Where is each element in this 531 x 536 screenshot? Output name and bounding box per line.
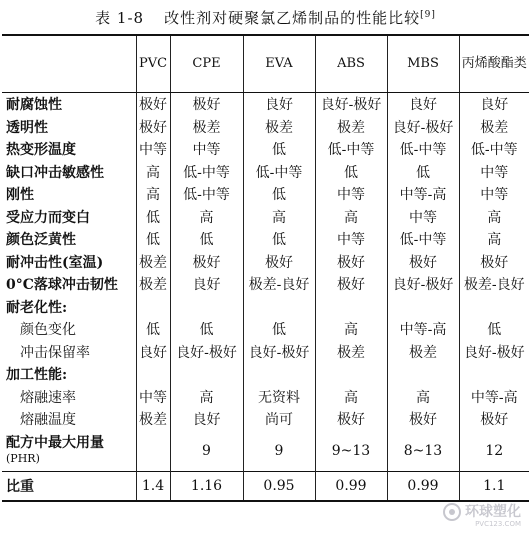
table-cell (243, 296, 315, 319)
table-cell: 高 (136, 183, 170, 206)
table-cell: 极好 (243, 251, 315, 274)
table-cell: 低 (243, 183, 315, 206)
table-cell: 中等 (459, 183, 529, 206)
table-cell: 高 (170, 206, 243, 229)
row-label: 耐老化性: (6, 299, 68, 316)
table-cell (243, 363, 315, 386)
header-cpe: CPE (170, 35, 243, 93)
table-row (2, 471, 529, 501)
table-cell: 0.99 (387, 471, 459, 501)
table-cell: 良好-极好 (243, 341, 315, 364)
header-row (2, 35, 529, 93)
table-cell: 1.4 (136, 471, 170, 501)
table-cell: 极差-良好 (243, 273, 315, 296)
table-cell (170, 296, 243, 319)
row-label: 耐腐蚀性 (6, 97, 62, 114)
table-cell: 高 (315, 386, 387, 409)
table-cell (459, 296, 529, 319)
table-cell: 尚可 (243, 408, 315, 431)
table-cell: 9 (243, 431, 315, 472)
table-cell: 高 (459, 206, 529, 229)
table-cell: 中等-高 (459, 386, 529, 409)
row-label: 受应力而变白 (6, 209, 90, 226)
row-label: 颜色泛黄性 (6, 232, 76, 249)
row-label: 冲击保留率 (20, 344, 90, 361)
table-cell: 9~13 (315, 431, 387, 472)
table-cell: 极好 (136, 116, 170, 139)
table-row (2, 363, 529, 386)
watermark-site: PVC123.COM (475, 520, 521, 528)
table-row (2, 228, 529, 251)
table-cell: 极差 (136, 251, 170, 274)
table-caption: 改性剂对硬聚氯乙烯制品的性能比较 (164, 9, 421, 27)
table-cell: 高 (136, 161, 170, 184)
table-cell: 极差 (136, 408, 170, 431)
table-row (2, 341, 529, 364)
table-cell: 低 (315, 161, 387, 184)
table-cell: 良好 (136, 341, 170, 364)
table-cell: 无资料 (243, 386, 315, 409)
row-label: 熔融速率 (20, 389, 76, 406)
table-cell: 低 (136, 206, 170, 229)
table-cell: 良好-极好 (387, 273, 459, 296)
header-eva: EVA (243, 35, 315, 93)
row-label: 加工性能: (6, 367, 68, 384)
table-cell: 良好 (459, 93, 529, 116)
table-cell: 高 (315, 206, 387, 229)
table-cell: 极好 (315, 408, 387, 431)
row-label-line2: (PHR) (6, 451, 40, 465)
row-label: 熔融温度 (20, 412, 76, 429)
table-title (0, 2, 531, 28)
table-cell: 低 (136, 318, 170, 341)
table-cell: 12 (459, 431, 529, 472)
table-cell: 中等 (387, 206, 459, 229)
table-cell: 低 (387, 161, 459, 184)
table-cell: 中等-高 (387, 318, 459, 341)
row-label: 0°C落球冲击韧性 (6, 277, 118, 294)
table-cell: 高 (459, 228, 529, 251)
table-cell (170, 363, 243, 386)
table-cell: 极差-良好 (459, 273, 529, 296)
table-cell: 极好 (315, 273, 387, 296)
table-cell (315, 296, 387, 319)
table-cell: 极好 (170, 251, 243, 274)
header-pvc: PVC (136, 35, 170, 93)
table-cell: 良好-极好 (315, 93, 387, 116)
table-row (2, 296, 529, 319)
table-cell: 良好-极好 (387, 116, 459, 139)
table-cell: 极好 (136, 93, 170, 116)
reference-mark: [9] (420, 10, 436, 20)
table-body (2, 93, 529, 501)
table-cell: 低 (136, 228, 170, 251)
header-acrylic: 丙烯酸酯类 (459, 35, 529, 93)
table-cell (315, 363, 387, 386)
row-label: 缺口冲击敏感性 (6, 164, 104, 181)
table-row (2, 138, 529, 161)
watermark-logo-icon (442, 502, 462, 522)
table-cell: 低 (243, 318, 315, 341)
header-abs: ABS (315, 35, 387, 93)
table-cell: 9 (170, 431, 243, 472)
table-cell: 极差 (315, 341, 387, 364)
table-cell: 0.99 (315, 471, 387, 501)
table-cell: 中等 (459, 161, 529, 184)
table-row (2, 206, 529, 229)
table-row (2, 116, 529, 139)
table-cell: 良好 (170, 408, 243, 431)
table-cell: 良好-极好 (170, 341, 243, 364)
table-cell: 中等 (136, 386, 170, 409)
table-cell: 高 (243, 206, 315, 229)
table-cell: 极好 (315, 251, 387, 274)
table-cell: 低-中等 (170, 161, 243, 184)
table-cell: 极差 (387, 341, 459, 364)
table-cell: 良好-极好 (459, 341, 529, 364)
table-row (2, 386, 529, 409)
table-cell: 低 (170, 318, 243, 341)
table-cell: 1.16 (170, 471, 243, 501)
table-cell: 0.95 (243, 471, 315, 501)
table-cell (387, 363, 459, 386)
row-label: 颜色变化 (20, 322, 76, 339)
table-cell: 中等 (170, 138, 243, 161)
table-cell: 极好 (459, 251, 529, 274)
table-cell: 低 (243, 228, 315, 251)
table-cell (136, 296, 170, 319)
table-cell: 低-中等 (243, 161, 315, 184)
watermark (442, 501, 521, 528)
table-cell: 极差 (170, 116, 243, 139)
table-cell (136, 363, 170, 386)
table-cell: 良好 (170, 273, 243, 296)
table-cell: 高 (315, 318, 387, 341)
header-blank (2, 35, 136, 93)
table-cell (387, 296, 459, 319)
table-cell (459, 363, 529, 386)
table-cell: 极差 (459, 116, 529, 139)
row-label-line1: 配方中最大用量 (6, 434, 104, 451)
table-cell: 极好 (170, 93, 243, 116)
table-row (2, 183, 529, 206)
table-cell: 良好 (387, 93, 459, 116)
table-cell: 中等 (315, 228, 387, 251)
row-label: 热变形温度 (6, 142, 76, 159)
table-cell: 低-中等 (387, 228, 459, 251)
row-label: 透明性 (6, 119, 48, 136)
table-cell: 极好 (459, 408, 529, 431)
table-cell: 极好 (387, 408, 459, 431)
table-cell: 低-中等 (459, 138, 529, 161)
table-cell: 低 (243, 138, 315, 161)
table-row (2, 251, 529, 274)
table-cell: 中等 (136, 138, 170, 161)
table-cell: 极差 (136, 273, 170, 296)
table-cell: 中等 (315, 183, 387, 206)
table-row (2, 273, 529, 296)
table-row (2, 93, 529, 116)
table-cell: 低 (170, 228, 243, 251)
header-mbs: MBS (387, 35, 459, 93)
table-cell: 低-中等 (170, 183, 243, 206)
table-cell: 高 (387, 386, 459, 409)
table-cell: 1.1 (459, 471, 529, 501)
table-cell: 8~13 (387, 431, 459, 472)
table-row (2, 431, 529, 472)
table-row (2, 318, 529, 341)
row-label: 刚性 (6, 187, 34, 204)
watermark-text: 环球塑化 (465, 504, 521, 520)
row-label (2, 431, 136, 472)
table-number: 表 1-8 (95, 9, 145, 27)
table-cell (136, 431, 170, 472)
row-label: 比重 (2, 471, 136, 501)
table-row (2, 161, 529, 184)
table-cell: 极差 (243, 116, 315, 139)
table-cell: 中等-高 (387, 183, 459, 206)
table-cell: 极好 (387, 251, 459, 274)
table-cell: 低-中等 (315, 138, 387, 161)
table-cell: 良好 (243, 93, 315, 116)
table-row (2, 408, 529, 431)
table-cell: 低 (459, 318, 529, 341)
row-label: 耐冲击性(室温) (6, 254, 104, 271)
table-cell: 高 (170, 386, 243, 409)
comparison-table (2, 34, 529, 502)
table-cell: 低-中等 (387, 138, 459, 161)
table-cell: 极差 (315, 116, 387, 139)
